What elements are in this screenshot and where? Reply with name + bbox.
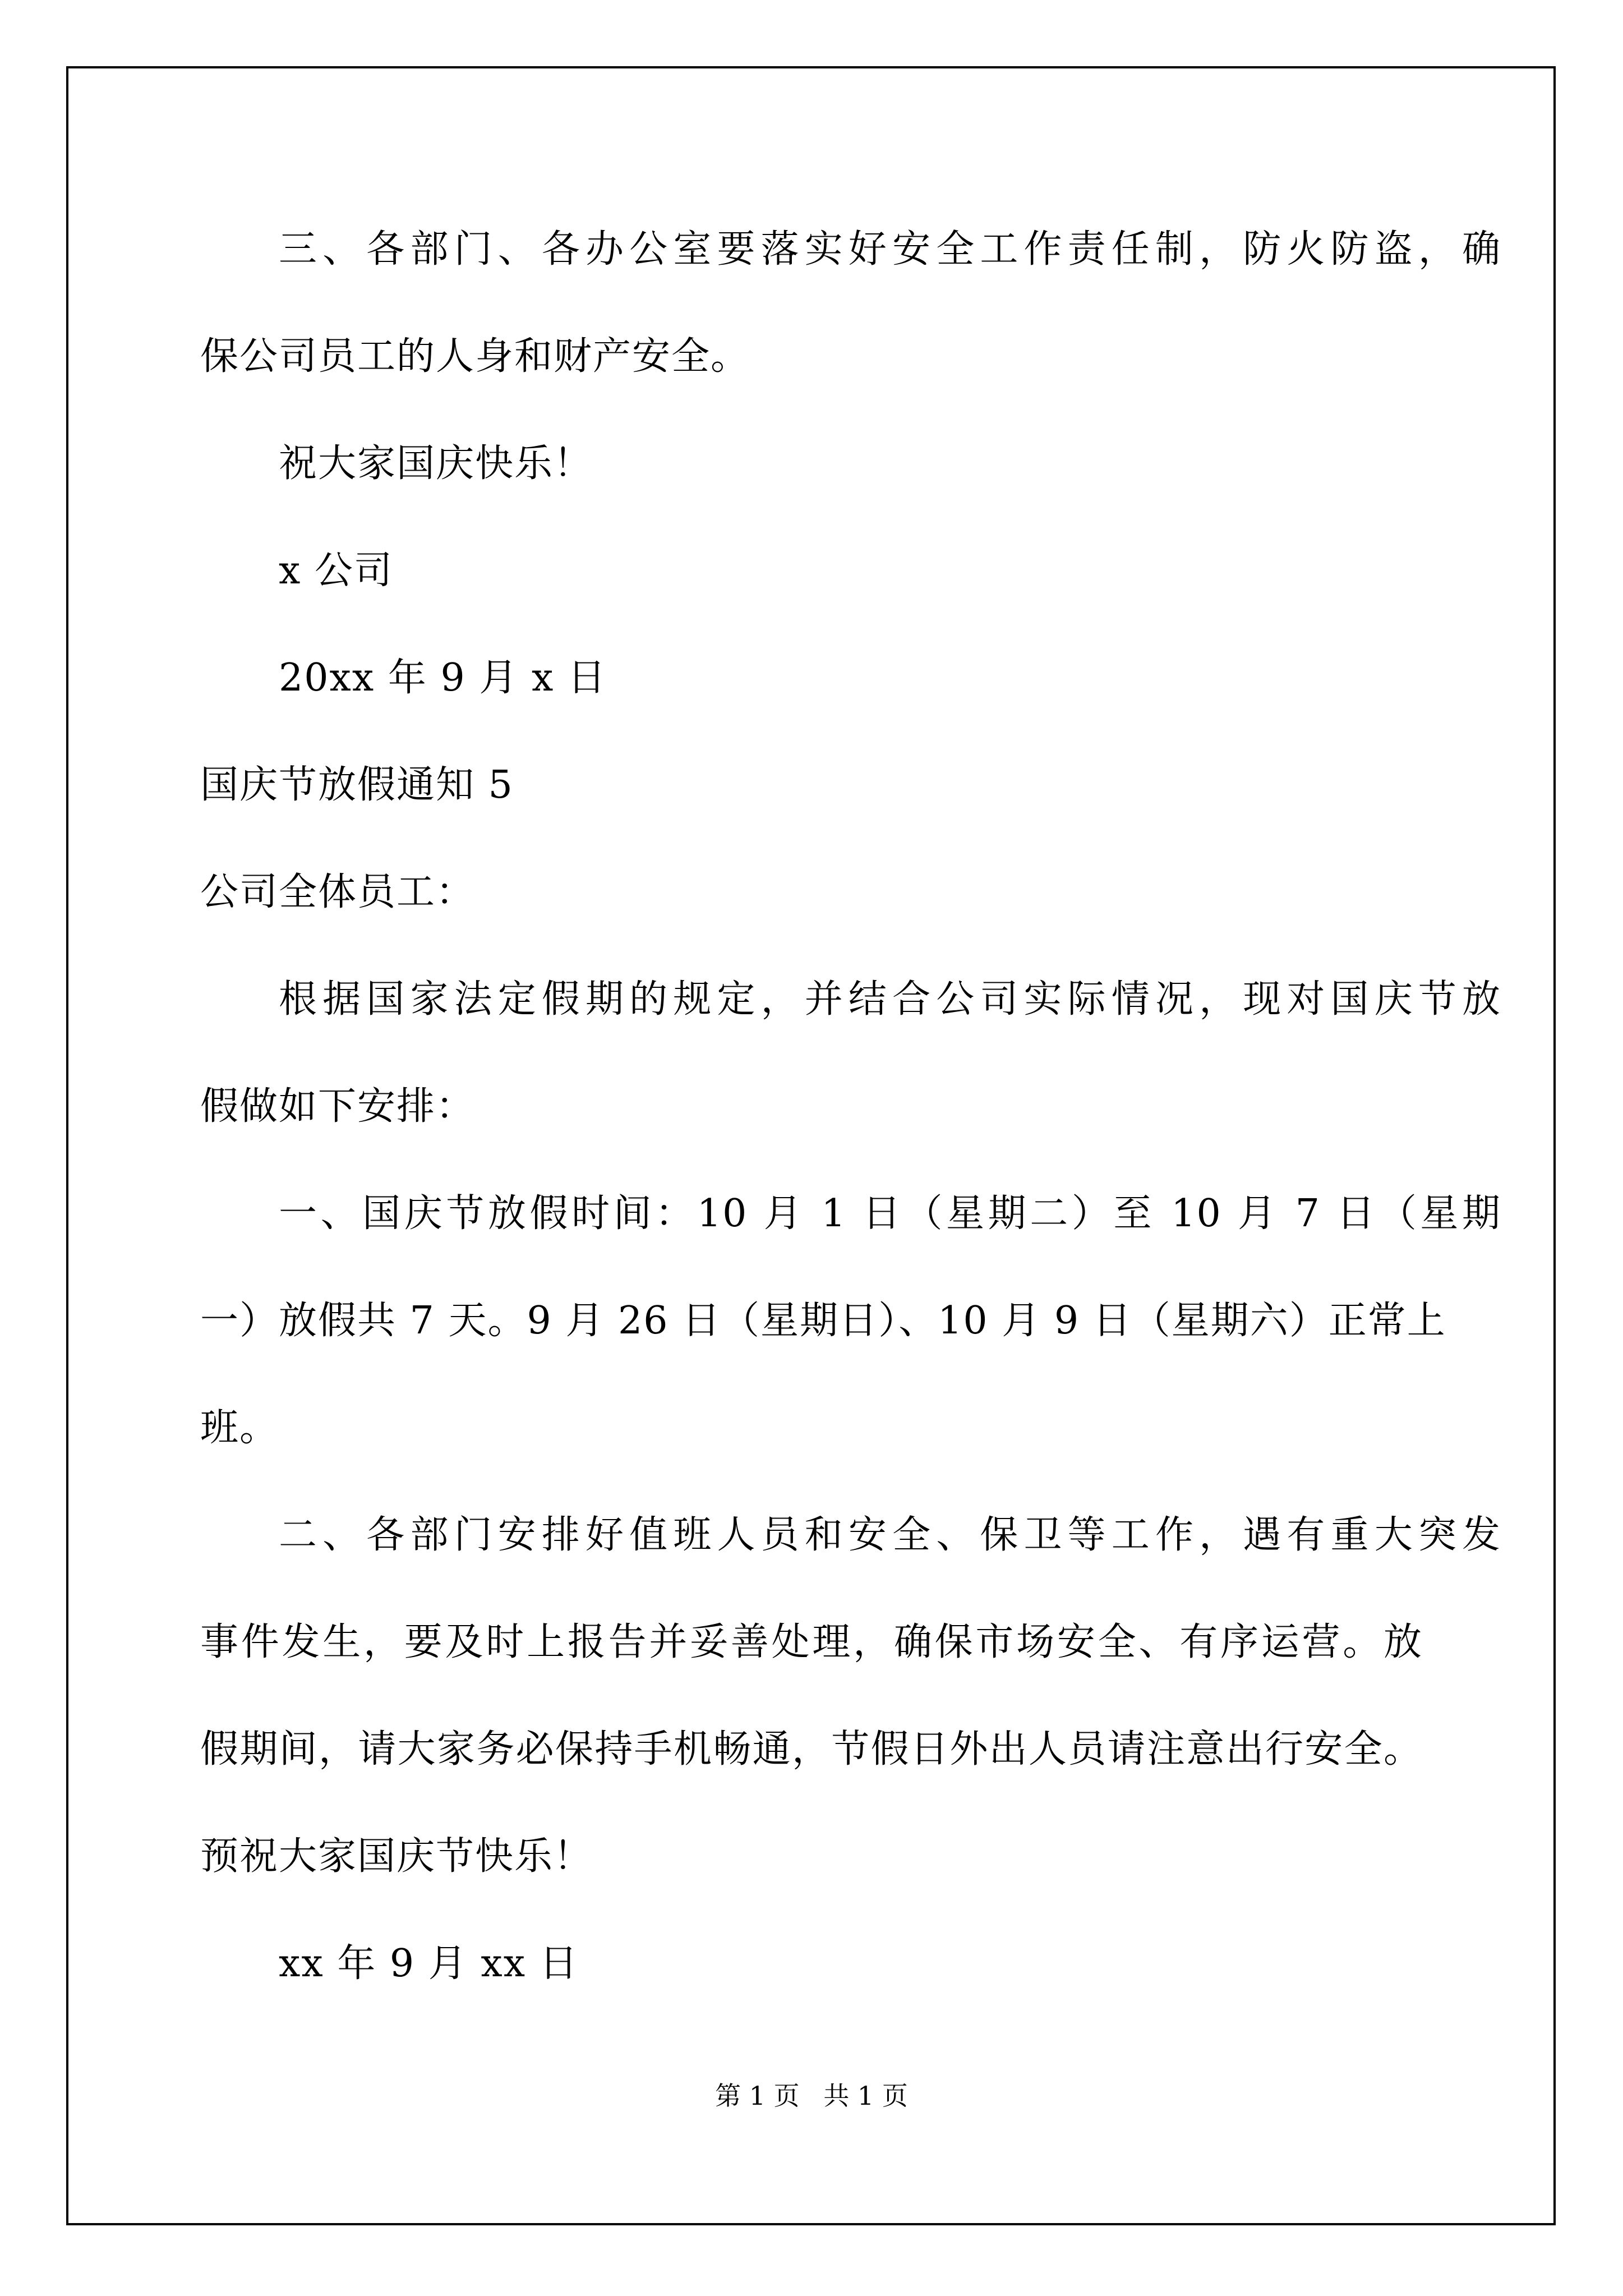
page-number: 第 1 页 xyxy=(715,2081,800,2111)
item-1-line-1: 一、国庆节放假时间：10 月 1 日（星期二）至 10 月 7 日（星期 xyxy=(279,1191,1501,1236)
item-2-line-3: 假期间，请大家务必保持手机畅通，节假日外出人员请注意出行安全。 xyxy=(200,1727,1423,1772)
notice-date: xx 年 9 月 xx 日 xyxy=(279,1941,579,1986)
page-total: 共 1 页 xyxy=(823,2081,908,2111)
page-footer xyxy=(0,2080,1623,2111)
closing-wish-2: 预祝大家国庆节快乐！ xyxy=(200,1834,593,1879)
closing-wish: 祝大家国庆快乐！ xyxy=(279,441,593,486)
intro-line-1: 根据国家法定假期的规定，并结合公司实际情况，现对国庆节放 xyxy=(279,977,1501,1022)
paragraph-3-line-1: 三、各部门、各办公室要落实好安全工作责任制，防火防盗，确 xyxy=(279,227,1501,272)
page-border xyxy=(66,66,1556,2225)
notice-title: 国庆节放假通知 5 xyxy=(200,763,514,807)
item-1-line-3: 班。 xyxy=(200,1406,279,1450)
signature-company: x 公司 xyxy=(279,549,393,593)
signature-date: 20xx 年 9 月 x 日 xyxy=(279,656,607,700)
item-1-line-2: 一）放假共 7 天。9 月 26 日（星期日）、10 月 9 日（星期六）正常上 xyxy=(200,1299,1446,1343)
intro-line-2: 假做如下安排： xyxy=(200,1084,476,1129)
paragraph-3-line-2: 保公司员工的人身和财产安全。 xyxy=(200,334,750,379)
salutation: 公司全体员工： xyxy=(200,870,476,914)
item-2-line-2: 事件发生，要及时上报告并妥善处理，确保市场安全、有序运营。放 xyxy=(200,1620,1423,1664)
item-2-line-1: 二、各部门安排好值班人员和安全、保卫等工作，遇有重大突发 xyxy=(279,1513,1501,1557)
